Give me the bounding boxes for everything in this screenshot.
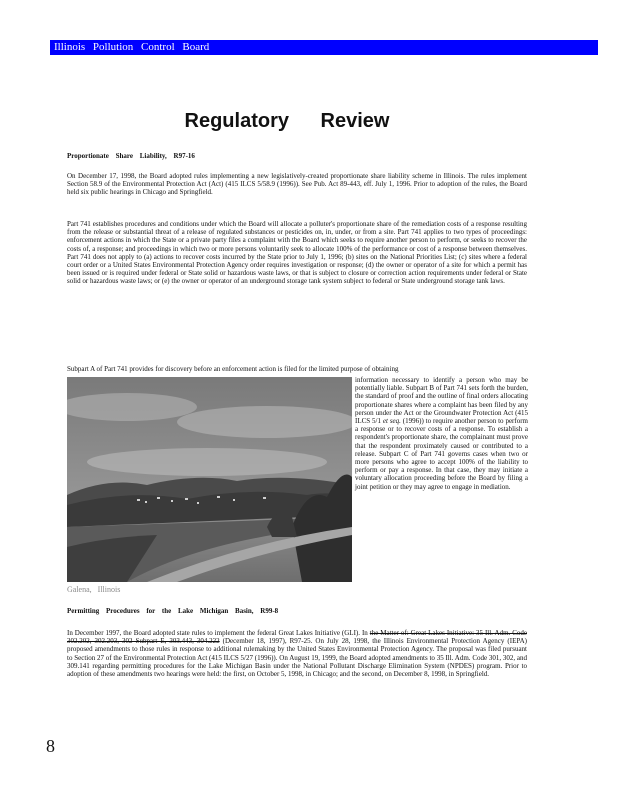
section-heading-permitting-procedures: Permitting Procedures for the Lake Michigan Basin, R99-8 <box>67 607 279 615</box>
landscape-photo <box>67 377 352 582</box>
paragraph: Subpart A of Part 741 provides for discovery before an enforcement action is filed for the limited purpose of obtaining <box>67 365 399 373</box>
section-heading-proportionate-share: Proportionate Share Liability, R97-16 <box>67 152 195 160</box>
paragraph: On December 17, 1998, the Board adopted rules implementing a new legislatively-created proportionate share liability scheme in Illinois. The rules implement Section 58.9 of the Environmental Protection Act (Act) (415 ILCS 5/58.9 (1996)). See Pub. Act 89-443, eff. July 1, 1996. Prior to adoption of the rules, the Board held six public hearings in Chicago and Springfield. <box>67 172 527 197</box>
paragraph-text: information necessary to identify a person who may be potentially liable. Subpart B of Part 741 sets forth the burden, the standard of proof and the outline of final orders allocating proportionate shares where a complaint has been filed by any person under the Act or the Groundwater Protection Act (415 ILCS 5/1 <box>355 376 528 426</box>
paragraph-text: (December 18, 1997), R97-25. On July 28, 1998, the Illinois Environmental Protection Agency (IEPA) proposed amendments to those rules in response to additional rulemaking by the United States Environmental Protection Agency. The proposal was filed pursuant to Section 27 of the Environmental Protection Act (415 ILCS 5/27 (1996)). On August 19, 1999, the Board adopted amendments to 35 Ill. Adm. Code 301, 302, and 309.141 regarding permitting procedures for the Lake Michigan Basin under the National Pollutant Discharge Elimination System (NPDES) program. Prior to adoption of these amendments two hearings were held: the first, on October 5, 1998, in Chicago; and the second, on December 8, 1998, in Springfield. <box>67 637 527 679</box>
paragraph: Part 741 establishes procedures and conditions under which the Board will allocate a polluter's proportionate share of the remediation costs of a response resulting from the release or substantial threat of a release of regulated substances or pesticides on, in, under, or from a site. Part 741 applies to two types of proceedings: enforcement actions in which the State or a private party files a complaint with the Board which seeks to require another person to perform, or seeks to recover the costs of, a response; and proceedings in which two or more persons voluntarily seek to allocate 100% of the performance or cost of a response between themselves. Part 741 does not apply to (a) actions to recover costs incurred by the State prior to July 1, 1996; (b) sites on the National Priorities List; (c) sites where a federal court order or a United States Environmental Protection Agency order requires investigation or response; (d) the owner or operator of a site for which a permit has been issued or is required under federal or State solid or hazardous waste laws, or that is subject to closure or correction action requirements under federal or State solid or hazardous waste laws; or (e) the owner or operator of an underground storage tank system subject to federal or State underground storage tank laws. <box>67 220 527 286</box>
paragraph-italic: et seq. <box>382 417 401 426</box>
page-number: 8 <box>46 736 55 756</box>
photo-caption: Galena, Illinois <box>67 585 121 594</box>
paragraph <box>67 629 527 678</box>
paragraph-wrapped <box>355 376 528 491</box>
paragraph-text: In December 1997, the Board adopted state rules to implement the federal Great Lakes Initiative (GLI). In <box>67 629 370 637</box>
header-bar <box>50 40 598 55</box>
header-title: Illinois Pollution Control Board <box>54 41 210 53</box>
page-title: Regulatory Review <box>184 110 390 132</box>
paragraph-text: (1996)) to require another person to perform a response or to recover costs of a response. To establish a respondent's proportionate share, the complainant must prove that the respondent proximately caused or contributed to a release. Subpart C of Part 741 governs cases when two or more persons who agree to accept 100% of the liability to perform or pay a response. In that case, they may initiate a voluntary allocation proceeding before the Board by filing a joint petition or they may agree to engage in mediation. <box>355 417 528 491</box>
paragraph-strikethrough: the Matter of: Great Lakes Initiative: 35 Ill. Adm. Code 302.202, 302.203, 302 Subpart E, 303.443, 304.222 <box>67 629 527 646</box>
